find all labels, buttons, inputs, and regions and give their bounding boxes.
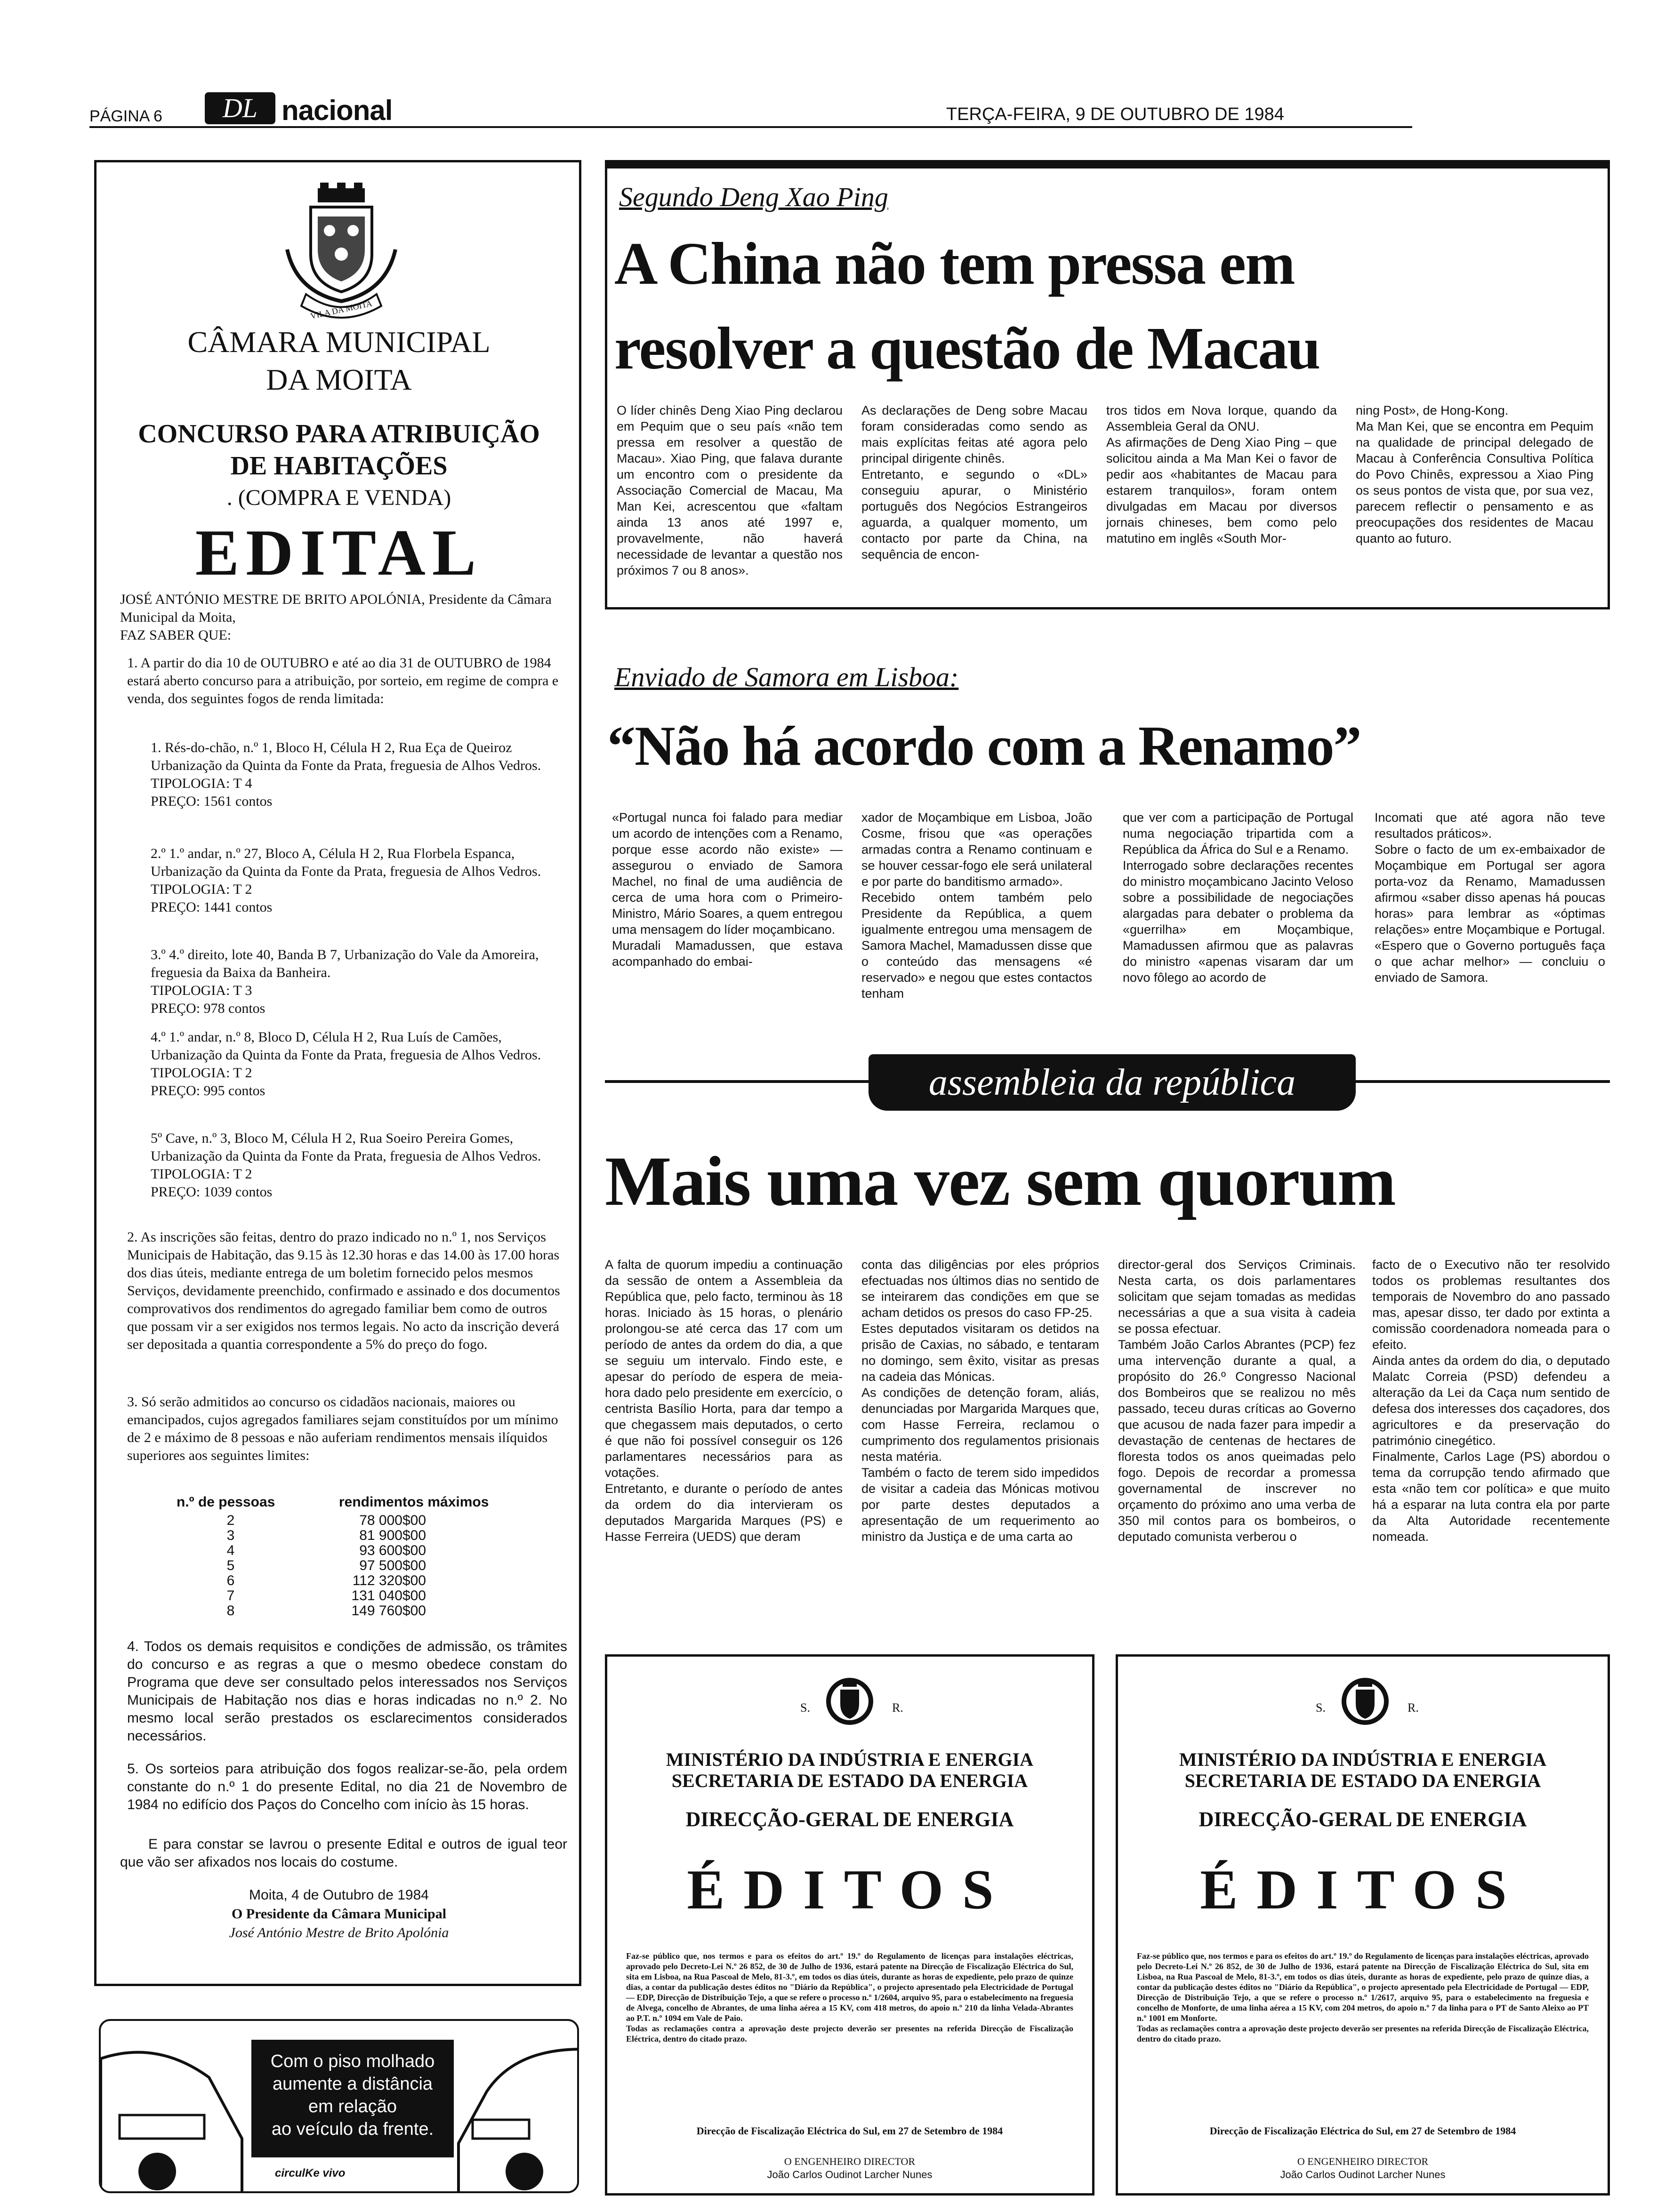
republic-arms-icon <box>1339 1675 1391 1727</box>
page-date: TERÇA-FEIRA, 9 DE OUTUBRO DE 1984 <box>946 104 1284 124</box>
ad-message: Com o piso molhado aumente a distância em relação ao veículo da frente. <box>251 2040 454 2157</box>
edital-place-date: Moita, 4 de Outubro de 1984 <box>249 1887 429 1903</box>
income-table-header-income: rendimentos máximos <box>339 1494 489 1510</box>
article3-column-4: facto de o Executivo não ter resolvido todos os problemas resultantes dos temporais de Novembro do ano passado mas, apesar disso, ter dado por extinta a comissão coordenadora nomeada para o efeito. Ainda antes da ordem do dia, o deputado Malatc Correia (PSD) defendeu a alteração da Lei da Caça num sentido de defesa dos interesses dos caçadores, dos agricultores e da preservação do património cinegético. Finalmente, Carlos Lage (PS) abordou o tema da corrupção tendo afirmado que esta «não tem cor política» e que muito há a esparar na luta contra ela por parte da Alta Autoridade recentemente nomeada. <box>1372 1258 1610 1544</box>
edital-signature-title: O Presidente da Câmara Municipal <box>231 1906 447 1922</box>
article2-column-1: «Portugal nunca foi falado para mediar um acordo de intenções com a Renamo, porque esse acordo não existe» — assegurou o enviado de Samora Machel, no final de uma audiência de cerca de uma hora com o Primeiro-Ministro, Mário Soares, a quem entregou uma mensagem do líder moçambicano. Muradali Mamadussen, que estava acompanhado do embai- <box>612 810 843 969</box>
banner-rule-left <box>605 1080 869 1083</box>
edital-item-3: 3.º 4.º direito, lote 40, Banda B 7, Urbanização do Vale da Amoreira, freguesia da Baixa da Banheira. TIPOLOGIA: T 3 PREÇO: 978 contos <box>151 947 539 1016</box>
editos-2-date: Direcção de Fiscalização Eléctrica do Sul, em 27 de Setembro de 1984 <box>1209 2125 1516 2137</box>
table-row: 6 112 320$00 <box>226 1573 426 1588</box>
table-row: 7 131 040$00 <box>226 1588 426 1603</box>
editos-1-date: Direcção de Fiscalização Eléctrica do Sul, em 27 de Setembro de 1984 <box>696 2125 1003 2137</box>
editos-2-secretariat: SECRETARIA DE ESTADO DA ENERGIA <box>1184 1770 1541 1791</box>
edital-paragraph-3: 3. Só serão admitidos ao concurso os cidadãos nacionais, maiores ou emancipados, cujos agregados familiares sejam constituídos por um mínimo de 2 e máximo de 8 pessoas e não auferiam rendimentos mensais ilíquidos superiores aos seguintes limites: <box>127 1394 558 1463</box>
editos-box-2 <box>1116 1654 1610 2196</box>
article2-headline: “Não há acordo com a Renamo” <box>607 714 1361 777</box>
article1-column-2: As declarações de Deng sobre Macau foram consideradas como sendo as mais explícitas feitas até agora pelo principal dirigente chinês. Entretanto, e segundo o «DL» conseguiu apurar, o Ministério português dos Negócios Estrangeiros aguarda, a qualquer momento, um contacto por parte da China, na sequência de encon- <box>861 403 1087 561</box>
article1-column-4: ning Post», de Hong-Kong. Ma Man Kei, que se encontra em Pequim na qualidade de principal delegado de Macau à Conferência Consultiva Política do Povo Chinês, expressou a Xiao Ping os seus pontos de vista que, por sua vez, parecem reflectir o pensamento e as preocupações dos residentes de Macau quanto ao futuro. <box>1356 403 1593 545</box>
editos-2-sr-right: R. <box>1408 1701 1419 1715</box>
assembly-banner: assembleia da república <box>869 1054 1356 1111</box>
republic-arms-icon <box>824 1675 876 1727</box>
editos-2-directorate: DIRECÇÃO-GERAL DE ENERGIA <box>1199 1808 1527 1831</box>
article3-column-3: director-geral dos Serviços Criminais. Nesta carta, os dois parlamentares solicitam que sejam tomadas as medidas necessárias a que a sua visita à cadeia se possa efectuar. Também João Carlos Abrantes (PCP) fez uma intervenção durante a qual, a propósito do 26.º Congresso Nacional dos Bombeiros que se realizou no mês passado, teceu duras críticas ao Governo que acusou de nada fazer para impedir a devastação de centenas de hectares de floresta todos os anos queimadas pelo fogo. Depois de recordar a promessa governamental de inscrever no orçamento do próximo ano uma verba de 350 mil contos para os bombeiros, o deputado comunista verberou o <box>1118 1258 1356 1544</box>
dl-logo: DL <box>205 92 275 124</box>
editos-1-signature-title: O ENGENHEIRO DIRECTOR <box>784 2156 916 2167</box>
edital-paragraph-2: 2. As inscrições são feitas, dentro do prazo indicado no n.º 1, nos Serviços Municipais de Habitação, das 9.15 às 12.30 horas e das 14.00 às 17.00 horas dos dias úteis, mediante entrega de um boletim fornecido pelos mesmos Serviços, devidamente preenchido, confirmado e assinado e dos documentos comprovativos dos rendimentos do agregado familiar bem como de outros que possam vir a ser exigidos nos termos legais. No acto da inscrição deverá ser depositada a quantia correspondente a 5% do preço do fogo. <box>127 1229 560 1352</box>
table-row: 3 81 900$00 <box>226 1528 426 1543</box>
editos-2-title: ÉDITOS <box>1200 1858 1526 1921</box>
edital-org-line1: CÂMARA MUNICIPAL <box>187 325 491 359</box>
edital-item-1: 1. Rés-do-chão, n.º 1, Bloco H, Célula H 2, Rua Eça de Queiroz Urbanização da Quinta da Fonte da Prata, freguesia de Alhos Vedros. TIPOLOGIA: T 4 PREÇO: 1561 contos <box>151 740 541 809</box>
page-number: PÁGINA 6 <box>89 107 162 125</box>
editos-1-title: ÉDITOS <box>687 1858 1013 1921</box>
article1-column-1: O líder chinês Deng Xiao Ping declarou em Pequim que o seu país «não tem pressa em resolver a questão de Macau». Xiao Ping, que falava durante um encontro com o presidente da Associação Comercial de Macau, Ma Man Kei, acrescentou que «faltam ainda 13 anos até 1997 e, provavelmente, não haverá necessidade de levantar a questão nos próximos 7 ou 8 anos». <box>617 403 843 577</box>
article2-column-3: que ver com a participação de Portugal numa negociação tripartida com a República da África do Sul e a Renamo. Interrogado sobre declarações recentes do ministro moçambicano Jacinto Veloso sobre a possibilidade de negociações alargadas para debater o problema da «guerrilha» em Moçambique, Mamadussen afirmou que as palavras do ministro «apenas visaram dar um novo fôlego ao acordo de <box>1123 810 1353 985</box>
ad-brand: circulKe vivo <box>275 2167 346 2180</box>
article2-column-4: Incomati que até agora não teve resultados práticos». Sobre o facto de um ex-embaixador de Moçambique em Portugal ser agora porta-voz da Renamo, Mamadussen afirmou «saber disso apenas há poucas horas» para lembrar as «óptimas relações» entre Moçambique e Portugal. «Espero que o Governo português faça o que achar melhor» — concluiu o enviado de Samora. <box>1375 810 1605 985</box>
editos-1-sr-right: R. <box>892 1701 903 1715</box>
edital-title-line2: DE HABITAÇÕES <box>230 451 448 481</box>
edital-item-4: 4.º 1.º andar, n.º 8, Bloco D, Célula H 2, Rua Luís de Camões, Urbanização da Quinta da Fonte da Prata, freguesia de Alhos Vedros. TIPOLOGIA: T 2 PREÇO: 995 contos <box>151 1029 541 1098</box>
income-table-header-persons: n.º de pessoas <box>177 1494 275 1510</box>
edital-signature-name: José António Mestre de Brito Apolónia <box>229 1925 449 1940</box>
editos-1-ministry: MINISTÉRIO DA INDÚSTRIA E ENERGIA <box>666 1749 1034 1770</box>
income-table <box>177 1513 506 1619</box>
edital-item-2: 2.º 1.º andar, n.º 27, Bloco A, Célula H 2, Rua Florbela Espanca, Urbanização da Quinta da Fonte da Prata, freguesia de Alhos Vedros. TIPOLOGIA: T 2 PREÇO: 1441 contos <box>151 846 541 915</box>
edital-title-line1: CONCURSO PARA ATRIBUIÇÃO <box>138 419 540 449</box>
editos-1-body: Faz-se público que, nos termos e para os efeitos do art.º 19.º do Regulamento de licenças para instalações eléctricas, aprovado pelo Decreto-Lei N.º 26 852, de 30 de Julho de 1936, estará patente na Direcção de Fiscalização Eléctrica do Sul, sita em Lisboa, na Rua Pascoal de Melo, 81-3.º, em todos os dias úteis, durante as horas de expediente, pelo prazo de quinze dias, a contar da publicação destes éditos no "Diário da República", o projecto apresentado pela Electricidade de Portugal — EDP, Direcção de Distribuição Tejo, a que se refere o processo n.º 1/2604, arquivo 95, para o estabelecimento na freguesia de Alvega, concelho de Abrantes, de uma linha aérea a 15 KV, com 418 metros, do apoio n.º 210 da linha Velada-Abrantes ao P.T. n.º 1094 em Vale de Paio. Todas as reclamações contra a aprovação deste projecto deverão ser presentes na referida Direcção de Fiscalização Eléctrica, dentro do citado prazo. <box>626 1951 1073 2044</box>
editos-box-1 <box>605 1654 1094 2196</box>
editos-2-signature-title: O ENGENHEIRO DIRECTOR <box>1297 2156 1429 2167</box>
editos-1-signature-name: João Carlos Oudinot Larcher Nunes <box>767 2169 933 2180</box>
crest-ribbon-text: VILA DA MOITA <box>309 298 373 321</box>
article2-kicker: Enviado de Samora em Lisboa: <box>614 662 959 692</box>
table-row: 4 93 600$00 <box>226 1543 426 1558</box>
crest-icon <box>268 179 414 320</box>
table-row: 2 78 000$00 <box>226 1513 426 1528</box>
article1-kicker: Segundo Deng Xao Ping <box>619 182 888 212</box>
edital-paragraph-4: 4. Todos os demais requisitos e condições de admissão, os trâmites do concurso e as regras a que o mesmo obedece constam do Programa que deve ser consultado pelos interessados nos Serviços Municipais de Habitação nos dias e horas indicadas no n.º 2. No mesmo local serão prestados os esclarecimentos considerados necessários. <box>127 1639 567 1744</box>
editos-1-secretariat: SECRETARIA DE ESTADO DA ENERGIA <box>671 1770 1028 1791</box>
article1-headline-line1: A China não tem pressa em <box>614 230 1295 297</box>
editos-2-signature-name: João Carlos Oudinot Larcher Nunes <box>1280 2169 1446 2180</box>
article2-column-2: xador de Moçambique em Lisboa, João Cosme, frisou que «as operações armadas contra a Renamo continuam e se houver cessar-fogo ele será unilateral e por parte do banditismo armado». Recebido ontem também pelo Presidente da República, a quem igualmente entregou uma mensagem de Samora Machel, Mamadussen disse que o conteúdo das mensagens «é reservado» e negou que estes contactos tenham <box>861 810 1092 1001</box>
article1-column-3: tros tidos em Nova Iorque, quando da Assembleia Geral da ONU. As afirmações de Deng Xiao Ping – que solicitou ainda a Ma Man Kei o favor de pedir aos «habitantes de Macau para estarem tranquilos», foram ontem divulgadas em Macau por diversos jornais chineses, bem como pelo matutino em inglês «South Mor- <box>1106 403 1337 545</box>
editos-1-sr-left: S. <box>800 1701 810 1715</box>
road-safety-ad <box>99 2019 579 2193</box>
editos-2-sr-left: S. <box>1316 1701 1326 1715</box>
article3-column-1: A falta de quorum impediu a continuação da sessão de ontem a Assembleia da República que, pelo facto, terminou às 18 horas. Iniciado às 15 horas, o plenário prolongou-se até cerca das 17 com um período de antes da ordem do dia, a que se seguiu um intervalo. Findo este, e apesar do período de espera de meia-hora dado pelo presidente em exercício, o centrista Basílio Horta, para dar tempo a que chegassem mais deputados, o certo é que não foi possível conseguir os 126 parlamentares necessários para as votações. Entretanto, e durante o período de antes da ordem do dia intervieram os deputados Margarida Marques (PS) e Hasse Ferreira (UEDS) que deram <box>605 1258 843 1544</box>
article1-headline-line2: resolver a questão de Macau <box>614 315 1320 382</box>
edital-org-line2: DA MOITA <box>266 363 412 396</box>
edital-subtitle: . (COMPRA E VENDA) <box>226 485 451 510</box>
banner-rule-right <box>1356 1080 1610 1083</box>
edital-item-5: 5º Cave, n.º 3, Bloco M, Célula H 2, Rua Soeiro Pereira Gomes, Urbanização da Quinta da Fonte da Prata, freguesia de Alhos Vedros. TIPOLOGIA: T 2 PREÇO: 1039 contos <box>151 1130 541 1200</box>
table-row: 5 97 500$00 <box>226 1558 426 1573</box>
article3-column-2: conta das diligências por eles próprios efectuadas nos últimos dias no sentido de se inteirarem das condições em que se acham detidos os presos do caso FP-25. Estes deputados visitaram os detidos na prisão de Caxias, no sábado, e tentaram no domingo, sem êxito, visitar as presas na cadeia das Mónicas. As condições de detenção foram, aliás, denunciadas por Margarida Marques que, com Hasse Ferreira, reclamou o cumprimento dos regulamentos prisionais nesta matéria. Também o facto de terem sido impedidos de visitar a cadeia das Mónicas motivou por parte destes deputados a apresentação de um requerimento ao ministro da Justiça e de uma carta ao <box>861 1258 1099 1544</box>
header-rule <box>89 126 1412 128</box>
editos-2-body: Faz-se público que, nos termos e para os efeitos do art.º 19.º do Regulamento de licenças para instalações eléctricas, aprovado pelo Decreto-Lei N.º 26 852, de 30 de Julho de 1936, estará patente na Direcção de Fiscalização Eléctrica do Sul, sita em Lisboa, na Rua Pascoal de Melo, 81-3.º, em todos os dias úteis, durante as horas de expediente, pelo prazo de quinze dias, a contar da publicação destes éditos no "Diário da República", o projecto apresentado pela Electricidade de Portugal — EDP, Direcção de Distribuição Tejo, a que se refere o processo n.º 1/2617, arquivo 95, para o estabelecimento na freguesia e concelho de Monforte, de uma linha aérea a 15 KV, com 204 metros, do apoio n.º 7 da linha para o PT de Santo Aleixo ao PT n.º 1001 em Monforte. Todas as reclamações contra a aprovação deste projecto deverão ser presentes na referida Direcção de Fiscalização Eléctrica, dentro do citado prazo. <box>1137 1951 1589 2044</box>
edital-paragraph-1: 1. A partir do dia 10 de OUTUBRO e até ao dia 31 de OUTUBRO de 1984 estará aberto concurso para a atribuição, por sorteio, em regime de compra e venda, dos seguintes fogos de renda limitada: <box>127 655 559 706</box>
editos-1-directorate: DIRECÇÃO-GERAL DE ENERGIA <box>685 1808 1014 1831</box>
editos-2-ministry: MINISTÉRIO DA INDÚSTRIA E ENERGIA <box>1179 1749 1547 1770</box>
edital-intro: JOSÉ ANTÓNIO MESTRE DE BRITO APOLÓNIA, Presidente da Câmara Municipal da Moita, FAZ SABER QUE: <box>120 592 552 643</box>
table-row: 8 149 760$00 <box>226 1603 426 1619</box>
section-name: nacional <box>282 95 393 126</box>
article3-headline: Mais uma vez sem quorum <box>605 1142 1395 1220</box>
edital-closing: E para constar se lavrou o presente Edital e outros de igual teor que vão ser afixados nos locais do costume. <box>120 1836 567 1870</box>
edital-paragraph-5: 5. Os sorteios para atribuição dos fogos realizar-se-ão, pela ordem constante do n.º 1 do presente Edital, no dia 21 de Novembro de 1984 no edifício dos Paços do Concelho com início às 15 horas. <box>127 1761 567 1812</box>
edital-heading: EDITAL <box>195 516 483 589</box>
